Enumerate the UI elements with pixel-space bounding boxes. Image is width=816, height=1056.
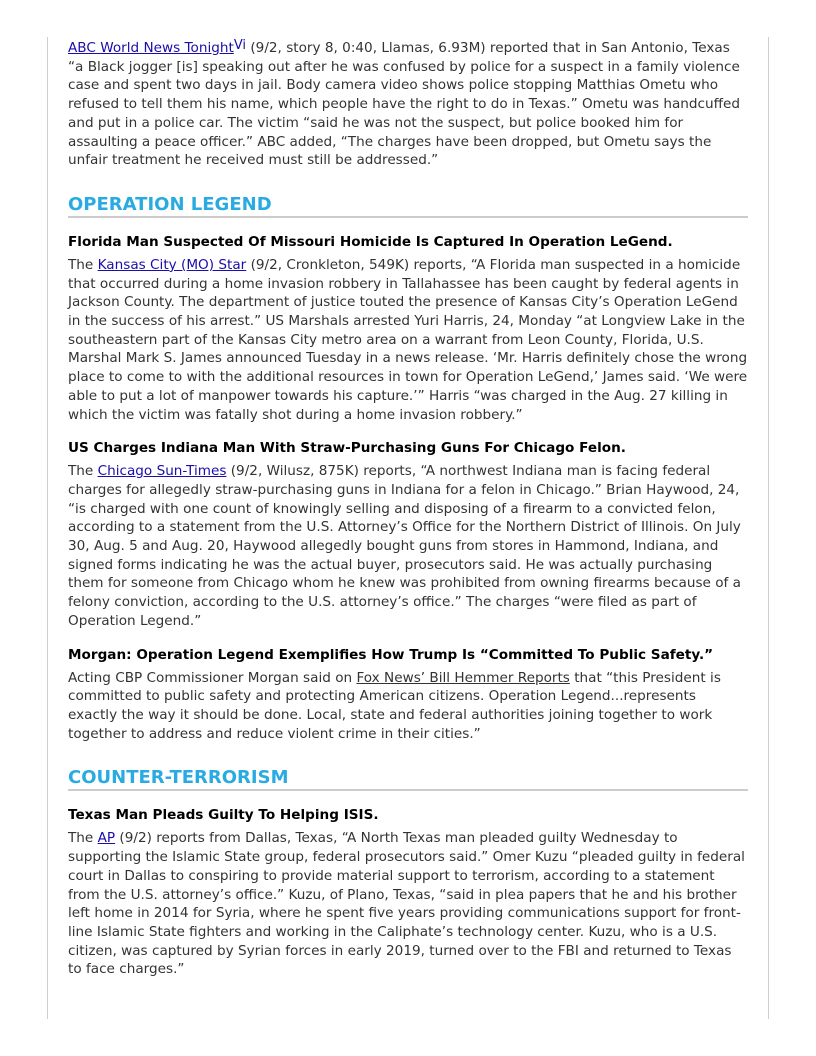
fox-news-link[interactable]: Fox News’ Bill Hemmer Reports — [356, 669, 570, 686]
newsletter-content — [68, 37, 748, 979]
story-body: Acting CBP Commissioner Morgan said on Fox News’ Bill Hemmer Reports that “this President is committed to public safety and protecting American citizens. Operation Legend...represents exactly the way it should be done. Local, state and federal authorities joining together to work together to address and reduce violent crime in their cities.” — [68, 669, 721, 742]
story-body: The AP (9/2) reports from Dallas, Texas, “A North Texas man pleaded guilty Wednesday to supporting the Islamic State group, federal prosecutors said.” Omer Kuzu “pleaded guilty in federal court in Dallas to conspiring to provide material support to terrorism, according to a statement from the U.S. attorney’s office.” Kuzu, of Plano, Texas, “said in plea papers that he and his brother left home in 2014 for Syria, where he spent five years providing communications support for front-line Islamic State fighters and working in the Caliphate’s technology center. Kuzu, who is a U.S. citizen, was captured by Syrian forces in early 2019, turned over to the FBI and returned to Texas to face charges.” — [68, 830, 745, 978]
video-icon-link[interactable]: Vi — [233, 38, 247, 53]
story-headline: Florida Man Suspected Of Missouri Homicide Is Captured In Operation LeGend. — [68, 233, 673, 250]
chicago-sun-times-link[interactable]: Chicago Sun-Times — [97, 463, 227, 480]
intro-text: (9/2, story 8, 0:40, Llamas, 6.93M) reported that in San Antonio, Texas “a Black jogger [is] speaking out after he was confused by police for a suspect in a family violence case and spent two days in jail. Body camera video shows police stopping Matthias Ometu who refused to tell them his name, which people have the right to do in Texas.” Ometu was handcuffed and put in a police car. The victim “said he was not the suspect, but police booked him for assaulting a peace officer.” ABC added, “The charges have been dropped, but Ometu says the unfair treatment he received must still be addressed.” — [68, 40, 740, 169]
intro-paragraph — [68, 37, 748, 170]
section-title-counter-terrorism: COUNTER-TERRORISM — [68, 767, 748, 791]
story-body: The Chicago Sun-Times (9/2, Wilusz, 875K) reports, “A northwest Indiana man is facing federal charges for allegedly straw-purchasing guns in Indiana for a felon in Chicago.” Brian Haywood, 24, “is charged with one count of knowingly selling and disposing of a firearm to a convicted felon, according to a statement from the U.S. Attorney’s Office for the Northern District of Illinois. On July 30, Aug. 5 and Aug. 20, Haywood allegedly bought guns from stores in Hammond, Indiana, and signed forms indicating he was the actual buyer, prosecutors said. He was actually purchasing them for someone from Chicago whom he knew was prohibited from owning firearms because of a felony conviction, according to the U.S. attorney’s office.” The charges “were filed as part of Operation Legend.” — [68, 463, 741, 629]
story-body: The Kansas City (MO) Star (9/2, Cronkleton, 549K) reports, “A Florida man suspected in a homicide that occurred during a home invasion robbery in Tallahassee has been caught by federal agents in Jackson County. The department of justice touted the presence of Kansas City’s Operation LeGend in the success of his arrest.” US Marshals arrested Yuri Harris, 24, Monday “at Longview Lake in the southeastern part of the Kansas City metro area on a warrant from Leon County, Florida, U.S. Marshal Mark S. James announced Tuesday in a news release. ‘Mr. Harris definitely chose the wrong place to come to with the additional resources in town for Operation LeGend,’ James said. ‘We were able to put a lot of manpower towards his capture.’” Harris “was charged in the Aug. 27 killing in which the victim was fatally shot during a home invasion robbery.” — [68, 256, 748, 423]
story-headline: US Charges Indiana Man With Straw-Purchasing Guns For Chicago Felon. — [68, 440, 626, 457]
story-headline: Texas Man Pleads Guilty To Helping ISIS. — [68, 807, 379, 824]
ap-link[interactable]: AP — [97, 830, 116, 847]
page-border-right — [768, 37, 769, 1019]
page-border-left — [47, 37, 48, 1019]
abc-news-link[interactable]: ABC World News Tonight — [68, 40, 234, 56]
section-title-operation-legend: OPERATION LEGEND — [68, 194, 748, 218]
kansas-city-star-link[interactable]: Kansas City (MO) Star — [97, 256, 247, 273]
story-headline: Morgan: Operation Legend Exemplifies How Trump Is “Committed To Public Safety.” — [68, 646, 714, 663]
